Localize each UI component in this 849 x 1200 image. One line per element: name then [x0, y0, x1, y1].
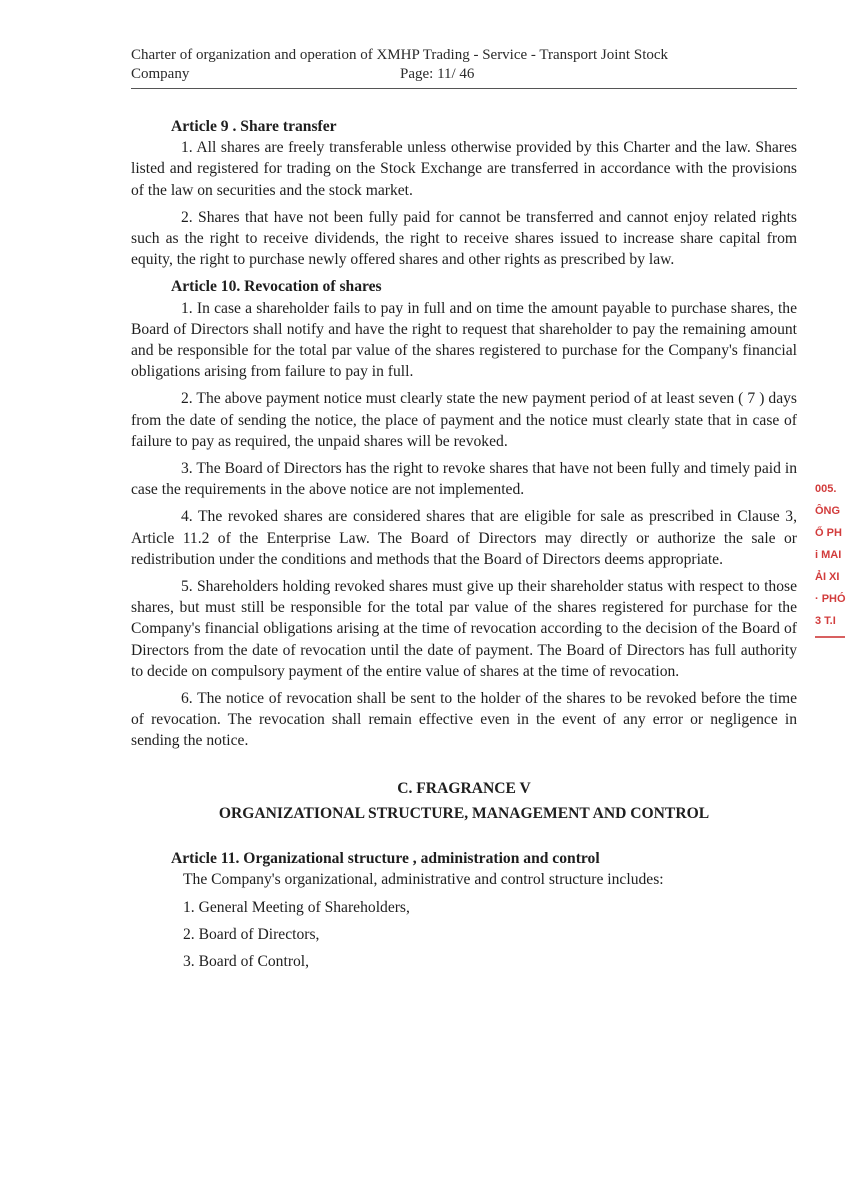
red-seal-stamp	[815, 478, 849, 638]
page-header	[131, 46, 797, 84]
stamp-line: Ổ PH	[815, 527, 842, 539]
article-10-clause-3: 3. The Board of Directors has the right to revoke shares that have not been fully and timely paid in case the requirements in the above notice are not implemented.	[131, 460, 797, 499]
stamp-line: ẢI XI	[815, 571, 840, 583]
header-divider	[131, 88, 797, 89]
stamp-line: 005.	[815, 483, 837, 495]
article-10-clause-6: 6. The notice of revocation shall be sent to the holder of the shares to be revoked before the time of revocation. The revocation shall remain effective even in the event of any error or negligence in sending the notice.	[131, 690, 797, 750]
list-item: 2. Board of Directors,	[183, 925, 320, 943]
article-9-clause-2: 2. Shares that have not been fully paid for cannot be transferred and cannot enjoy related rights such as the right to receive dividends, the right to receive shares issued to increase share capital from equity, the right to purchase newly offered shares and other rights as prescribed by law.	[131, 208, 797, 269]
article-9-title: Article 9 . Share transfer	[171, 118, 337, 135]
header-title-cont: Company	[131, 66, 190, 82]
article-10-clause-4: 4. The revoked shares are considered shares that are eligible for sale as prescribed in Clause 3, Article 11.2 of the Enterprise Law. The Board of Directors may directly or authorize the sale or redistribution under the conditions and methods that the Board of Directors deems appropriate.	[131, 508, 797, 568]
list-item: 3. Board of Control,	[183, 952, 310, 970]
article-10-clause-5: 5. Shareholders holding revoked shares must give up their shareholder status with respect to those shares, but must still be responsible for the total par value of the shares registered for purchase for the Company's financial obligations arising at the time of revocation according to the decision of the Board of Directors from the date of revocation until the date of payment. The Board of Directors has full authority to decide on compulsory payment of the entire value of shares at the time of revocation.	[131, 578, 797, 680]
stamp-line: ÔNG	[815, 505, 841, 517]
article-9-clause-1: 1. All shares are freely transferable unless otherwise provided by this Charter and the law. Shares listed and registered for trading on the Stock Exchange are transferred in accordance with the provisions of the law on securities and the stock market.	[131, 139, 797, 199]
document-body	[131, 116, 797, 978]
stamp-rule	[815, 636, 845, 638]
stamp-line: · PHÓ	[815, 593, 846, 605]
article-10-title: Article 10. Revocation of shares	[171, 278, 382, 296]
chapter-subtitle: ORGANIZATIONAL STRUCTURE, MANAGEMENT AND CONTROL	[218, 804, 710, 822]
article-11-intro: The Company's organizational, administrative and control structure includes:	[183, 871, 664, 889]
header-title: Charter of organization and operation of XMHP Trading - Service - Transport Joint Stock	[131, 47, 669, 63]
article-10-clause-1: 1. In case a shareholder fails to pay in full and on time the amount payable to purchase shares, the Board of Directors shall notify and have the right to request that shareholder to pay the remaining amount and be responsible for the total par value of the shares registered to purchase for the Company's financial obligations arising from failure to pay in full.	[131, 299, 797, 381]
page-number: Page: 11/ 46	[400, 66, 475, 82]
list-item: 1. General Meeting of Shareholders,	[183, 898, 410, 916]
stamp-line: 3 T.I	[815, 615, 836, 627]
chapter-title: C. FRAGRANCE V	[397, 779, 531, 797]
stamp-line: i MAI	[815, 549, 842, 561]
article-11-title: Article 11. Organizational structure , administration and control	[171, 850, 600, 868]
article-10-clause-2: 2. The above payment notice must clearly state the new payment period of at least seven ( 7 ) days from the date of sending the notice, the place of payment and the notice must clearly state that in case of failure to pay as required, the unpaid shares will be revoked.	[131, 390, 797, 450]
